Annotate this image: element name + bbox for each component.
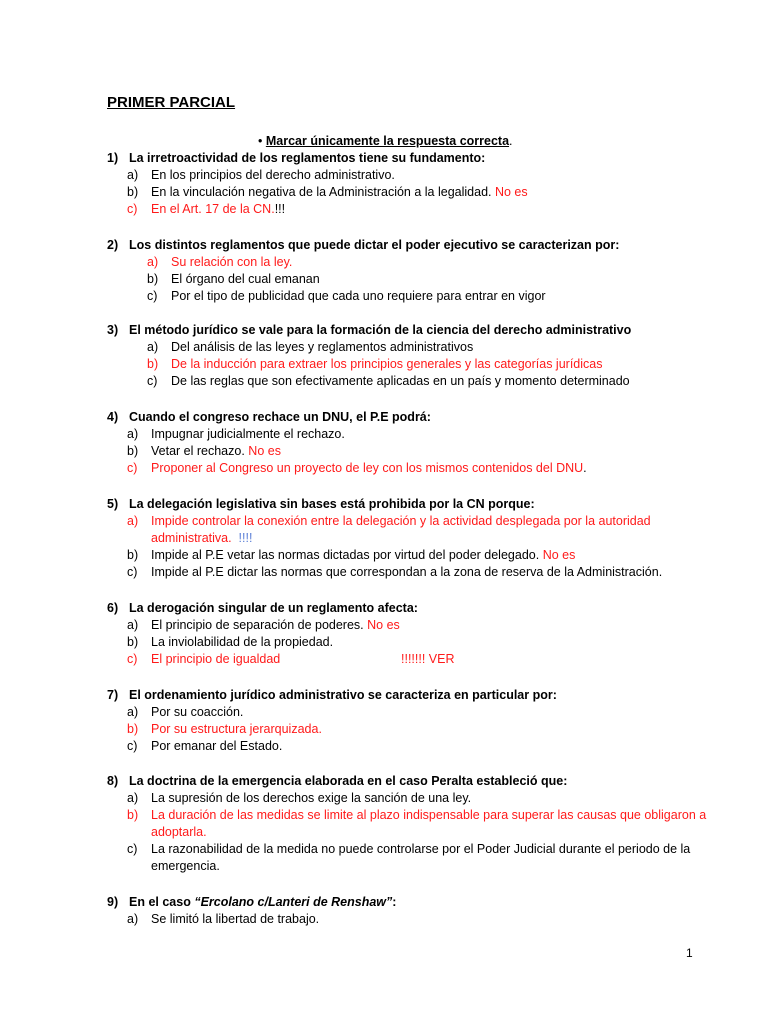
- answer-note: !!!!: [238, 531, 253, 545]
- option-b: b) Por su estructura jerarquizada.: [127, 722, 322, 736]
- question-heading: 3) El método jurídico se vale para la formación de la ciencia del derecho administrativo: [107, 323, 632, 337]
- question-heading: 8) La doctrina de la emergencia elaborada en el caso Peralta estableció que:: [107, 774, 568, 788]
- options-list: [107, 339, 707, 390]
- options-list: [107, 911, 707, 928]
- question-4: [107, 409, 707, 477]
- options-list: [107, 426, 707, 477]
- question-heading: 5) La delegación legislativa sin bases está prohibida por la CN porque:: [107, 497, 535, 511]
- option-a: a) Impugnar judicialmente el rechazo.: [127, 427, 345, 441]
- option-a: a) Su relación con la ley.: [147, 255, 293, 269]
- page-title: PRIMER PARCIAL: [107, 94, 236, 111]
- option-a: a) Del análisis de las leyes y reglamentos administrativos: [147, 340, 474, 354]
- question-5: [107, 496, 707, 581]
- answer-note: !!!!!!! VER: [401, 652, 455, 666]
- question-heading: 2) Los distintos reglamentos que puede dictar el poder ejecutivo se caracterizan por:: [107, 238, 620, 252]
- question-text: El ordenamiento jurídico administrativo se caracteriza en particular por:: [129, 688, 557, 702]
- question-3: [107, 322, 707, 390]
- option-a: a) El principio de separación de poderes. No es: [127, 618, 400, 632]
- question-text: El método jurídico se vale para la formación de la ciencia del derecho administrativo: [129, 323, 632, 337]
- option-a: a) Se limitó la libertad de trabajo.: [127, 912, 320, 926]
- option-b: b) El órgano del cual emanan: [147, 272, 320, 286]
- option-c: c) De las reglas que son efectivamente aplicadas en un país y momento determinado: [147, 374, 630, 388]
- options-list: [107, 617, 707, 668]
- option-c: c) Por el tipo de publicidad que cada uno requiere para entrar en vigor: [147, 289, 546, 303]
- bullet: •: [258, 134, 266, 148]
- question-heading: 7) El ordenamiento jurídico administrativo se caracteriza en particular por:: [107, 688, 557, 702]
- question-2: [107, 237, 707, 305]
- page-number: 1: [686, 946, 693, 960]
- question-9: [107, 894, 707, 928]
- option-a: a) La supresión de los derechos exige la sanción de una ley.: [127, 791, 472, 805]
- answer-note: No es: [494, 185, 528, 199]
- instruction-line: [258, 134, 513, 148]
- question-text: La doctrina de la emergencia elaborada en el caso Peralta estableció que:: [129, 774, 568, 788]
- option-b: b) La duración de las medidas se limite al plazo indispensable para superar las causas que obligaron a adoptarla.: [127, 808, 707, 839]
- question-heading: 4) Cuando el congreso rechace un DNU, el P.E podrá:: [107, 410, 431, 424]
- answer-note: No es: [542, 548, 576, 562]
- question-text: Cuando el congreso rechace un DNU, el P.E podrá:: [129, 410, 431, 424]
- option-b: b) De la inducción para extraer los principios generales y las categorías jurídicas: [147, 357, 603, 371]
- answer-note: No es: [248, 444, 281, 458]
- question-heading: 9) En el caso “Ercolano c/Lanteri de Renshaw”:: [107, 895, 397, 909]
- options-list: [107, 704, 707, 755]
- question-text: La derogación singular de un reglamento afecta:: [129, 601, 418, 615]
- question-text: La delegación legislativa sin bases está prohibida por la CN porque:: [129, 497, 535, 511]
- case-name: “Ercolano c/Lanteri de Renshaw”: [194, 895, 393, 909]
- options-list: [107, 167, 707, 218]
- answer-note: !!!: [274, 202, 286, 216]
- option-c: c) Por emanar del Estado.: [127, 739, 283, 753]
- option-b: b) La inviolabilidad de la propiedad.: [127, 635, 334, 649]
- question-7: [107, 687, 707, 755]
- option-a: a) En los principios del derecho administrativo.: [127, 168, 395, 182]
- instruction-suffix: .: [509, 134, 513, 148]
- question-heading: 6) La derogación singular de un reglamento afecta:: [107, 601, 418, 615]
- option-b: b) Impide al P.E vetar las normas dictadas por virtud del poder delegado. No es: [127, 548, 576, 562]
- answer-note: .: [583, 461, 587, 475]
- question-heading: 1) La irretroactividad de los reglamentos tiene su fundamento:: [107, 151, 486, 165]
- question-8: [107, 773, 707, 875]
- options-list: [107, 254, 707, 305]
- option-c: c) El principio de igualdad !!!!!!! VER: [127, 652, 455, 666]
- options-list: [107, 513, 707, 581]
- option-c: c) Impide al P.E dictar las normas que correspondan a la zona de reserva de la Administración.: [127, 565, 663, 579]
- option-a: a) Por su coacción.: [127, 705, 244, 719]
- question-text: La irretroactividad de los reglamentos tiene su fundamento:: [129, 151, 486, 165]
- question-6: [107, 600, 707, 668]
- option-c: c) Proponer al Congreso un proyecto de ley con los mismos contenidos del DNU.: [127, 461, 587, 475]
- option-a: a) Impide controlar la conexión entre la delegación y la actividad desplegada por la autoridad administrativa. !!!!: [127, 514, 651, 545]
- option-b: b) En la vinculación negativa de la Administración a la legalidad. No es: [127, 185, 528, 199]
- option-c: c) En el Art. 17 de la CN.!!!: [127, 202, 286, 216]
- instruction-text: Marcar únicamente la respuesta correcta: [265, 134, 510, 148]
- options-list: [107, 790, 707, 875]
- option-b: b) Vetar el rechazo. No es: [127, 444, 281, 458]
- question-1: [107, 150, 707, 218]
- answer-note: No es: [367, 618, 400, 632]
- option-c: c) La razonabilidad de la medida no puede controlarse por el Poder Judicial durante el periodo de la emergencia.: [127, 842, 691, 873]
- question-text: Los distintos reglamentos que puede dictar el poder ejecutivo se caracterizan por:: [129, 238, 620, 252]
